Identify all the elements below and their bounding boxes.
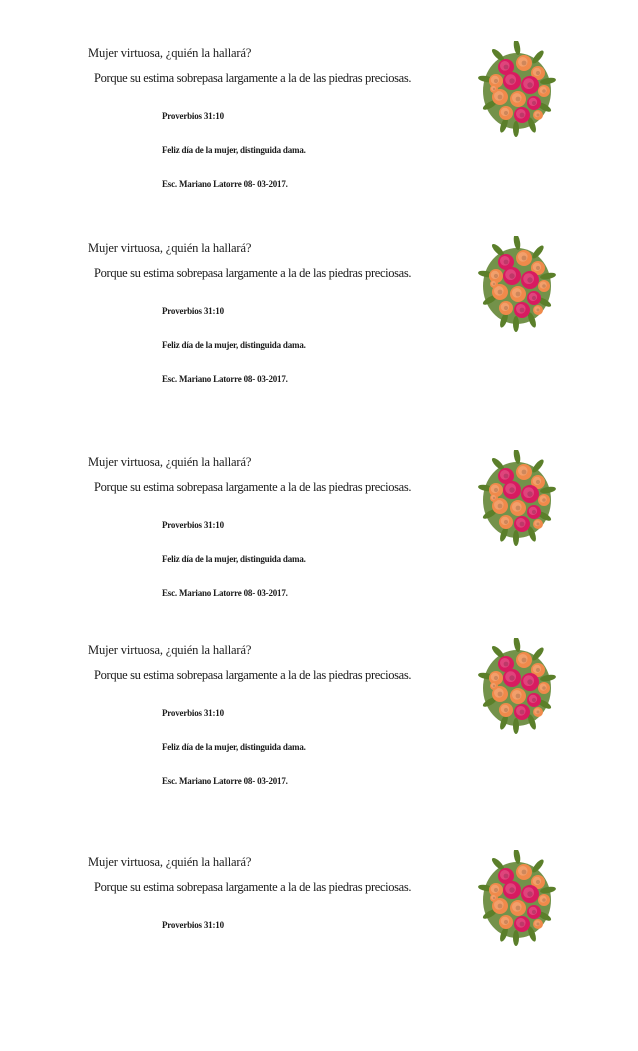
greeting: Feliz día de la mujer, distinguida dama. — [162, 340, 306, 350]
school-signature: Esc. Mariano Latorre 08- 03-2017. — [162, 374, 288, 384]
verse-reference: Proverbios 31:10 — [162, 111, 224, 121]
verse-answer: Porque su estima sobrepasa largamente a la de las piedras preciosas. — [94, 266, 412, 280]
school-signature: Esc. Mariano Latorre 08- 03-2017. — [162, 776, 288, 786]
verse-answer: Porque su estima sobrepasa largamente a la de las piedras preciosas. — [94, 880, 412, 894]
verse-question: Mujer virtuosa, ¿quién la hallará? — [88, 855, 252, 869]
verse-question: Mujer virtuosa, ¿quién la hallará? — [88, 46, 252, 60]
verse-question: Mujer virtuosa, ¿quién la hallará? — [88, 455, 252, 469]
card-1 — [0, 46, 638, 189]
greeting: Feliz día de la mujer, distinguida dama. — [162, 145, 306, 155]
verse-reference: Proverbios 31:10 — [162, 708, 224, 718]
flower-bouquet-image — [476, 850, 558, 946]
card-2 — [0, 241, 638, 384]
verse-answer: Porque su estima sobrepasa largamente a la de las piedras preciosas. — [94, 668, 412, 682]
flower-bouquet-image — [476, 638, 558, 734]
flower-bouquet-image — [476, 236, 558, 332]
flower-bouquet-image — [476, 41, 558, 137]
card-3 — [0, 455, 638, 598]
card-4 — [0, 643, 638, 786]
greeting: Feliz día de la mujer, distinguida dama. — [162, 554, 306, 564]
verse-question: Mujer virtuosa, ¿quién la hallará? — [88, 241, 252, 255]
card-5 — [0, 855, 638, 965]
school-signature: Esc. Mariano Latorre 08- 03-2017. — [162, 179, 288, 189]
verse-answer: Porque su estima sobrepasa largamente a la de las piedras preciosas. — [94, 71, 412, 85]
verse-reference: Proverbios 31:10 — [162, 920, 224, 930]
school-signature: Esc. Mariano Latorre 08- 03-2017. — [162, 588, 288, 598]
flower-bouquet-image — [476, 450, 558, 546]
verse-question: Mujer virtuosa, ¿quién la hallará? — [88, 643, 252, 657]
verse-reference: Proverbios 31:10 — [162, 520, 224, 530]
greeting: Feliz día de la mujer, distinguida dama. — [162, 742, 306, 752]
verse-reference: Proverbios 31:10 — [162, 306, 224, 316]
verse-answer: Porque su estima sobrepasa largamente a la de las piedras preciosas. — [94, 480, 412, 494]
